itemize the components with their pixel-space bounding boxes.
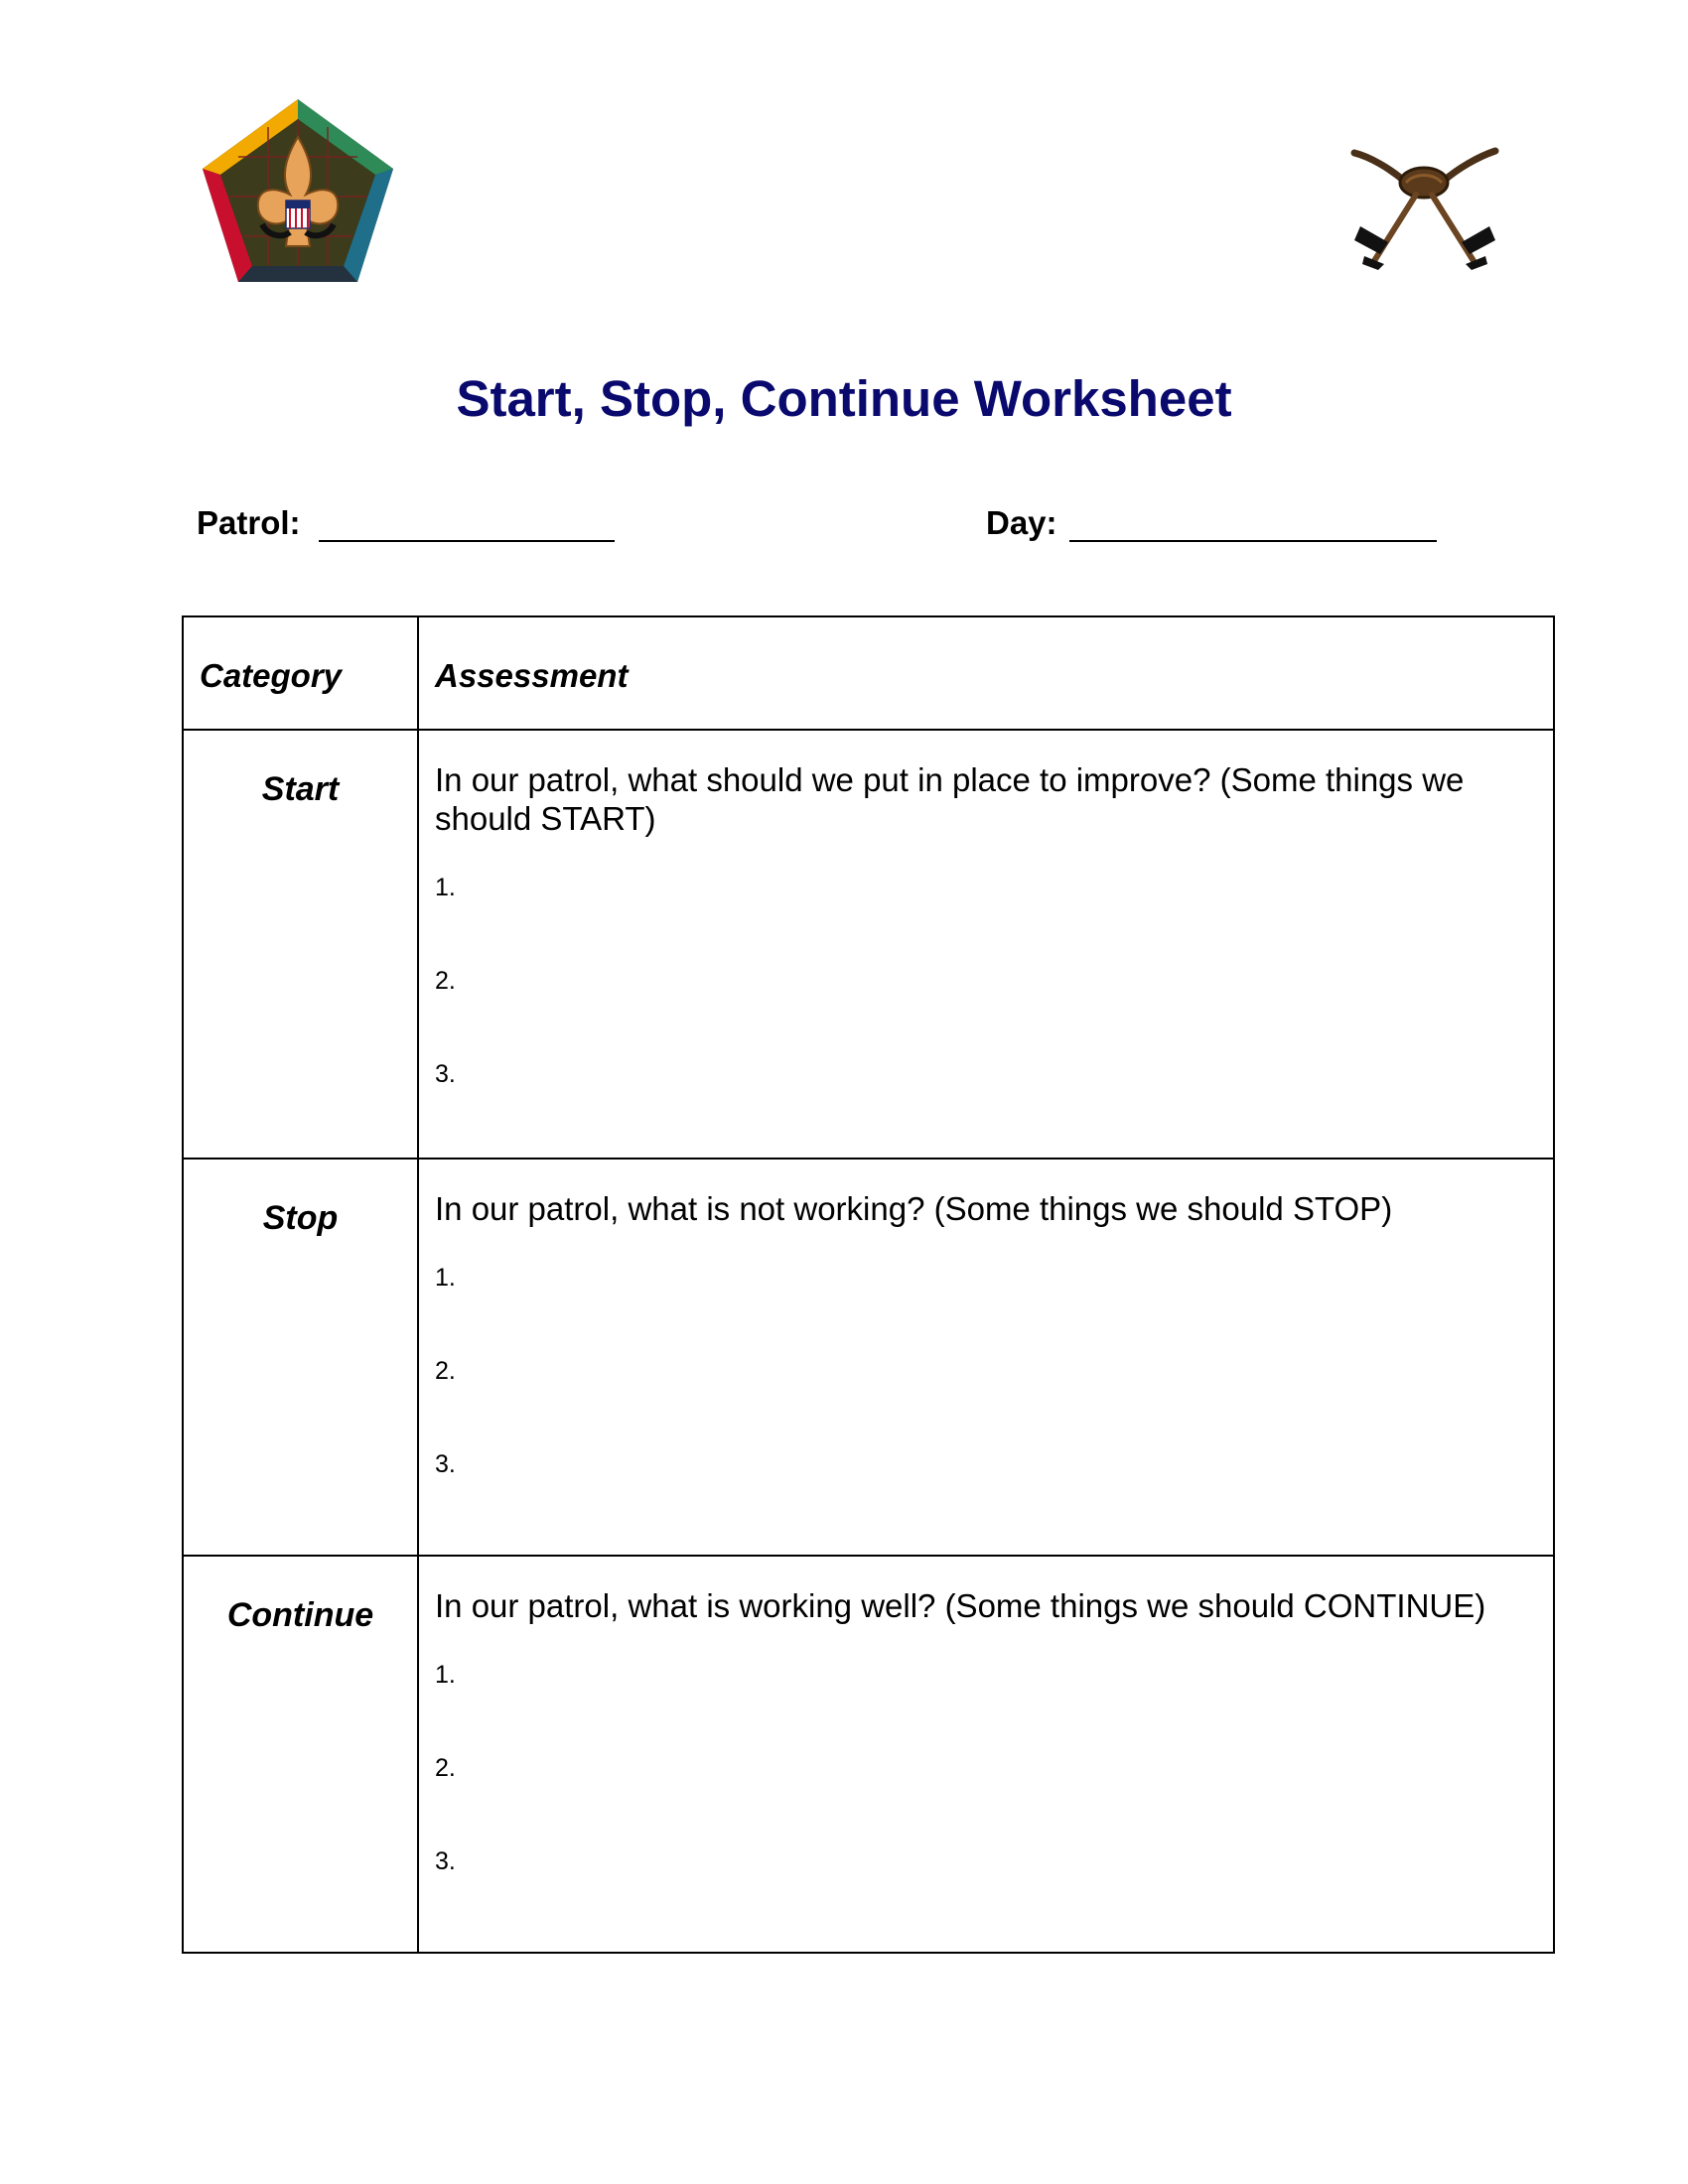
day-label: Day: xyxy=(986,504,1057,541)
list-item[interactable]: 3. xyxy=(435,1450,456,1478)
list-item[interactable]: 1. xyxy=(435,874,456,901)
day-blank[interactable] xyxy=(1069,506,1437,542)
assessment-continue[interactable] xyxy=(418,1556,1554,1953)
assessment-stop[interactable] xyxy=(418,1159,1554,1556)
patrol-blank[interactable] xyxy=(319,506,615,542)
page-title: Start, Stop, Continue Worksheet xyxy=(456,370,1232,427)
table-header-row xyxy=(183,616,1554,730)
prompt-start: In our patrol, what should we put in place to improve? (Some things we should START) xyxy=(435,761,1465,837)
patrol-field xyxy=(197,504,615,542)
patrol-label: Patrol: xyxy=(197,504,301,541)
table-row-start xyxy=(183,730,1554,1159)
list-item[interactable]: 1. xyxy=(435,1264,456,1292)
table-row-continue xyxy=(183,1556,1554,1953)
list-item[interactable]: 3. xyxy=(435,1847,456,1875)
assessment-table xyxy=(182,615,1555,1954)
header-category: Category xyxy=(183,616,418,730)
category-continue: Continue xyxy=(183,1556,418,1953)
prompt-stop: In our patrol, what is not working? (Some things we should STOP) xyxy=(435,1190,1393,1227)
day-field xyxy=(986,504,1437,542)
table-row-stop xyxy=(183,1159,1554,1556)
category-stop: Stop xyxy=(183,1159,418,1556)
prompt-continue: In our patrol, what is working well? (Some things we should CONTINUE) xyxy=(435,1587,1486,1624)
list-item[interactable]: 3. xyxy=(435,1060,456,1088)
list-item[interactable]: 1. xyxy=(435,1661,456,1689)
wood-badge-emblem-icon xyxy=(199,97,397,286)
category-start: Start xyxy=(183,730,418,1159)
list-item[interactable]: 2. xyxy=(435,1357,456,1385)
header-assessment: Assessment xyxy=(418,616,1554,730)
list-item[interactable]: 2. xyxy=(435,1754,456,1782)
assessment-start[interactable] xyxy=(418,730,1554,1159)
list-item[interactable]: 2. xyxy=(435,967,456,995)
woggle-axe-icon xyxy=(1350,147,1499,271)
